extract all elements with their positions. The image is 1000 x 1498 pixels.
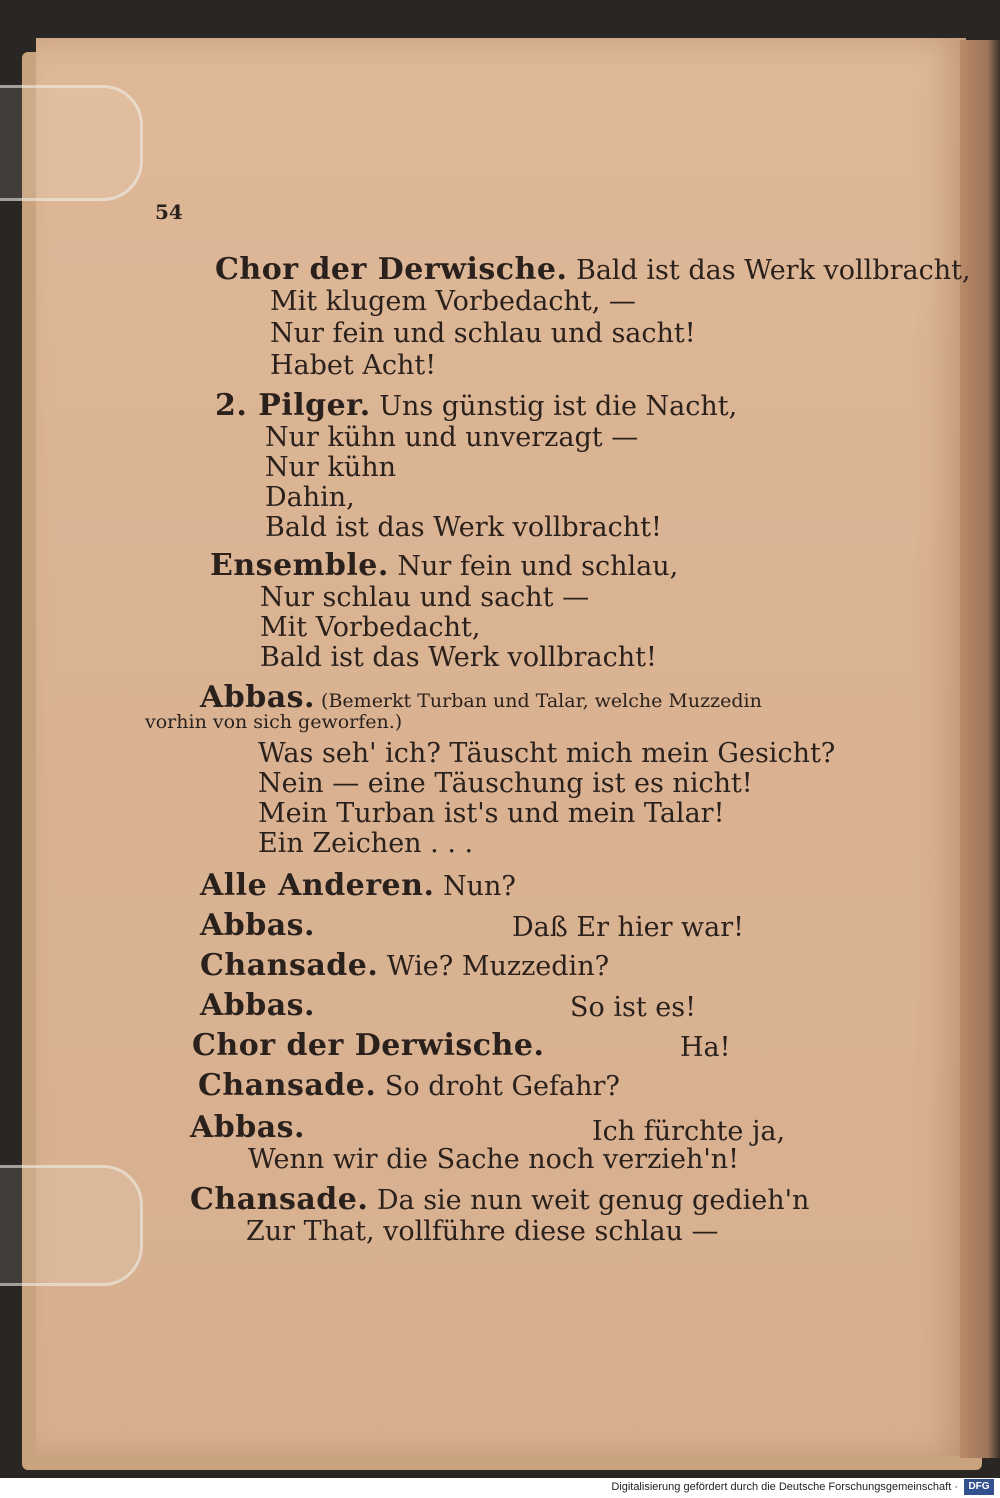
text-line <box>200 948 610 983</box>
line-text: Ein Zeichen . . . <box>258 828 474 859</box>
text-line <box>260 613 480 643</box>
speaker-name: Chor der Derwische. <box>215 252 568 287</box>
line-text: Da sie nun weit genug gedieh'n <box>368 1185 810 1216</box>
text-line <box>265 483 355 513</box>
line-text: So droht Gefahr? <box>376 1071 620 1102</box>
speaker-name: 2. Pilger. <box>215 388 371 423</box>
speaker-name: Alle Anderen. <box>200 868 435 903</box>
line-text: Nur fein und schlau und sacht! <box>270 318 696 349</box>
text-line <box>265 513 662 543</box>
speaker-name: Abbas. <box>200 908 316 943</box>
line-text: Wenn wir die Sache noch verzieh'n! <box>248 1144 740 1175</box>
line-text: Habet Acht! <box>270 350 437 381</box>
text-line <box>190 1110 306 1145</box>
text-line <box>190 1182 810 1217</box>
line-text: Mit klugem Vorbedacht, — <box>270 286 636 317</box>
clip-top <box>0 85 143 201</box>
dfg-logo: DFG <box>964 1479 994 1495</box>
line-text: So ist es! <box>570 992 696 1023</box>
line-text: Nur schlau und sacht — <box>260 582 590 613</box>
speaker-name: Abbas. <box>200 988 316 1023</box>
text-line <box>258 769 753 799</box>
text-line <box>210 548 679 583</box>
footer-bar <box>0 1478 1000 1498</box>
text-line <box>270 287 636 317</box>
line-text: Was seh' ich? Täuscht mich mein Gesicht? <box>258 738 836 769</box>
clip-bottom <box>0 1165 143 1286</box>
text-line <box>270 351 436 381</box>
speaker-name: Chansade. <box>200 948 379 983</box>
line-text: Nur fein und schlau, <box>388 551 679 582</box>
page-number: 54 <box>155 200 183 224</box>
text-line <box>215 388 738 423</box>
text-line <box>512 913 744 943</box>
line-text: Zur That, vollführe diese schlau — <box>246 1216 719 1247</box>
line-text: Ha! <box>680 1032 731 1063</box>
line-text: Nun? <box>434 871 516 902</box>
text-line <box>265 453 396 483</box>
line-text: Bald ist das Werk vollbracht! <box>265 512 662 543</box>
line-text: Uns günstig ist die Nacht, <box>370 391 738 422</box>
line-text: Mein Turban ist's und mein Talar! <box>258 798 725 829</box>
text-line <box>200 908 316 943</box>
text-line <box>570 993 696 1023</box>
line-text: Dahin, <box>265 482 355 513</box>
text-line <box>145 707 402 737</box>
line-text: Nur kühn und unverzagt — <box>265 422 639 453</box>
text-line <box>198 1068 620 1103</box>
speaker-name: Chansade. <box>198 1068 377 1103</box>
line-text: Ich fürchte ja, <box>592 1116 786 1147</box>
text-line <box>192 1028 545 1063</box>
line-text: Wie? Muzzedin? <box>378 951 610 982</box>
text-line <box>200 988 316 1023</box>
text-line <box>258 799 724 829</box>
speaker-name: Abbas. <box>200 680 316 715</box>
page-edge <box>960 40 1000 1458</box>
text-line <box>200 868 516 903</box>
text-line <box>246 1217 719 1247</box>
line-text: Mit Vorbedacht, <box>260 612 481 643</box>
text-line <box>258 739 835 769</box>
text-line <box>260 583 589 613</box>
line-text: Bald ist das Werk vollbracht, <box>567 255 971 286</box>
speaker-name: Ensemble. <box>210 548 389 583</box>
text-line <box>248 1145 739 1175</box>
line-text: Nein — eine Täuschung ist es nicht! <box>258 768 753 799</box>
text-line <box>215 252 971 287</box>
line-text: Daß Er hier war! <box>512 912 745 943</box>
text-line <box>592 1117 785 1147</box>
funding-notice: Digitalisierung gefördert durch die Deutsche Forschungsgemeinschaft · <box>611 1481 958 1493</box>
text-line <box>265 423 638 453</box>
stage-direction: vorhin von sich geworfen.) <box>145 711 403 733</box>
speaker-name: Chor der Derwische. <box>192 1028 545 1063</box>
speaker-name: Abbas. <box>190 1110 306 1145</box>
stage-direction: (Bemerkt Turban und Talar, welche Muzzedin <box>315 690 762 712</box>
text-line <box>680 1033 731 1063</box>
text-line <box>258 829 473 859</box>
speaker-name: Chansade. <box>190 1182 369 1217</box>
line-text: Nur kühn <box>265 452 397 483</box>
text-line <box>260 643 657 673</box>
text-line <box>270 319 696 349</box>
line-text: Bald ist das Werk vollbracht! <box>260 642 657 673</box>
